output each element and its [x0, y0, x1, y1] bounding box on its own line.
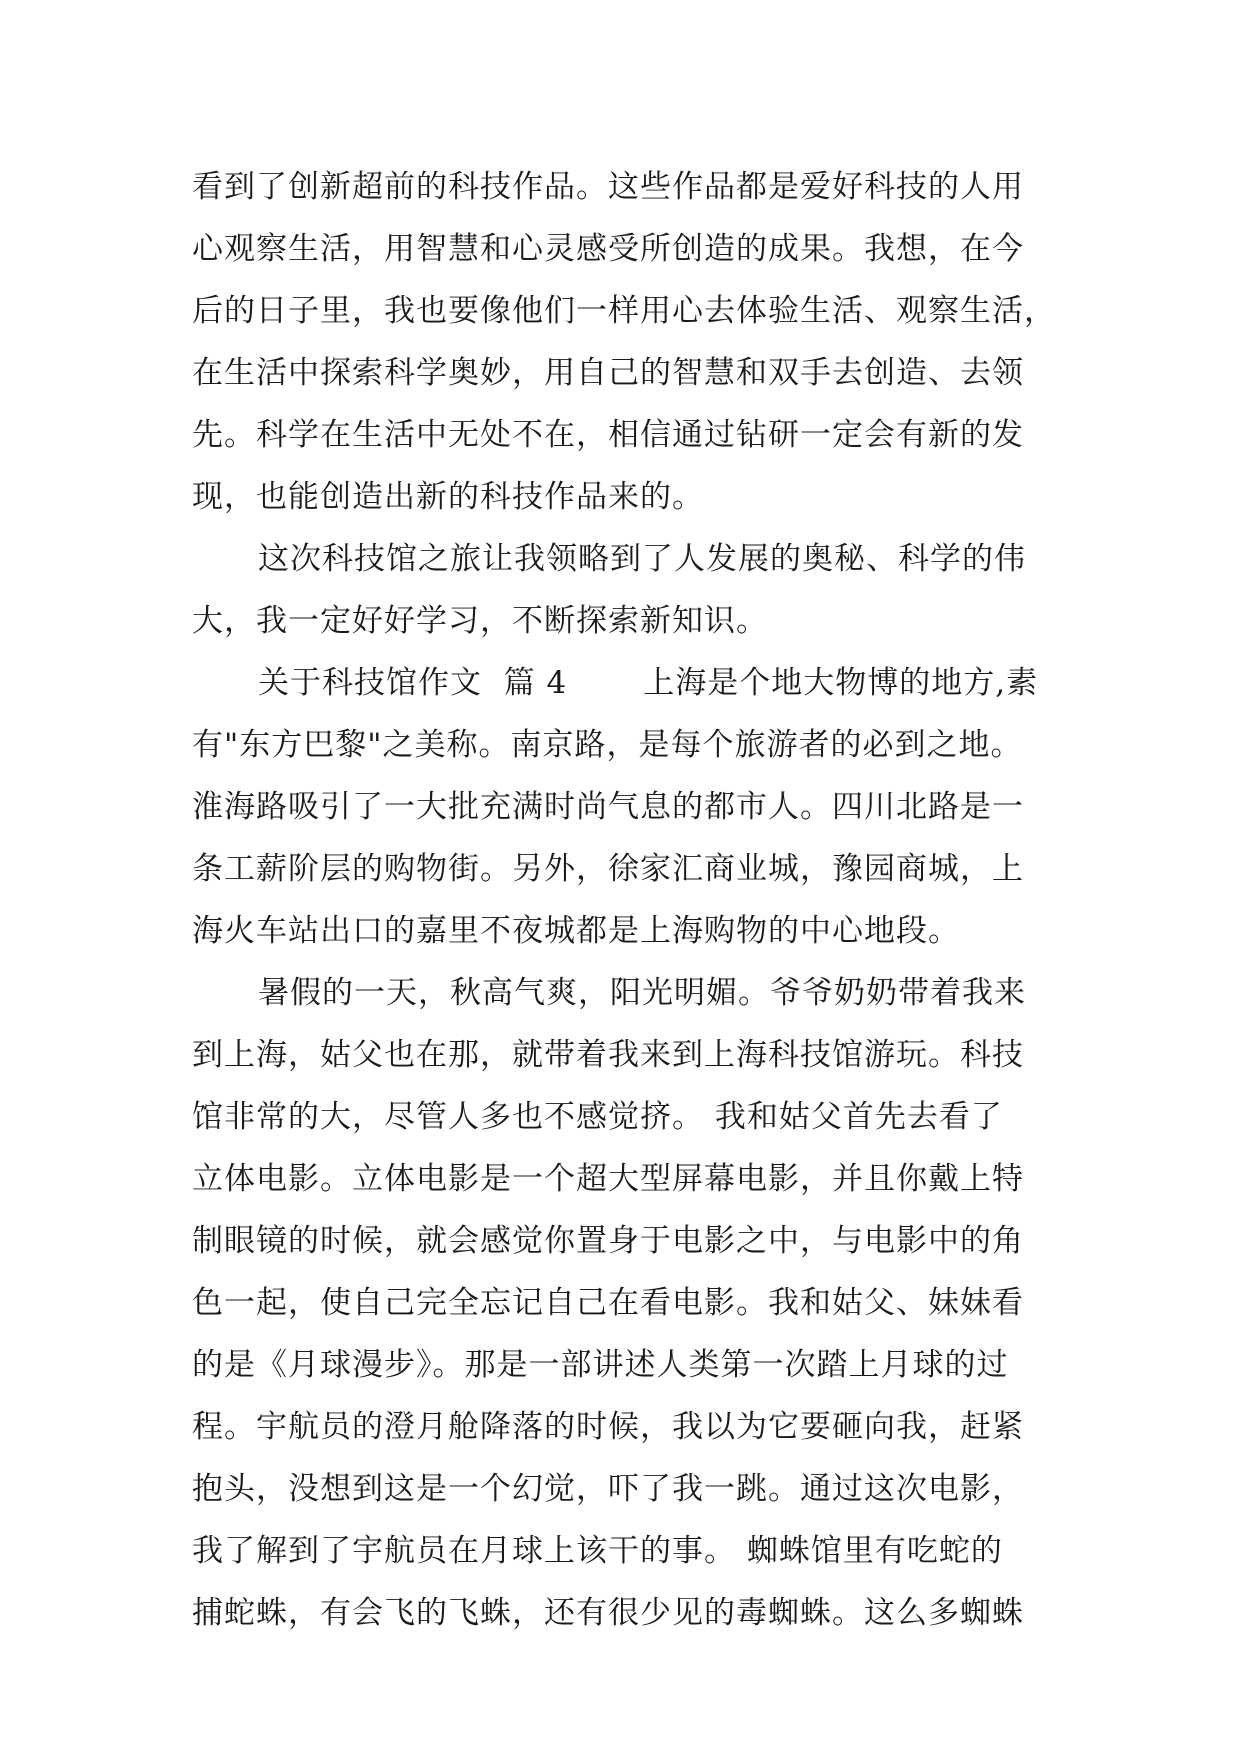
text-line: 在生活中探索科学奥妙，用自己的智慧和双手去创造、去领 [192, 355, 1024, 391]
text-line: 制眼镜的时候，就会感觉你置身于电影之中，与电影中的角 [192, 1223, 1024, 1259]
text-line: 大，我一定好好学习，不断探索新知识。 [192, 603, 768, 639]
text-line: 抱头，没想到这是一个幻觉，吓了我一跳。通过这次电影， [192, 1471, 1024, 1507]
text-line: 海火车站出口的嘉里不夜城都是上海购物的中心地段。 [192, 913, 960, 949]
text-line: 色一起，使自己完全忘记自己在看电影。我和姑父、妹妹看 [192, 1285, 1024, 1321]
text-line: 先。科学在生活中无处不在，相信通过钻研一定会有新的发 [192, 417, 1024, 453]
paragraph-start-line: 这次科技馆之旅让我领略到了人发展的奥秘、科学的伟 [258, 541, 1026, 577]
text-line: 现，也能创造出新的科技作品来的。 [192, 479, 704, 515]
text-line: 的是《月球漫步》。那是一部讲述人类第一次踏上月球的过 [192, 1347, 1009, 1383]
text-line: 心观察生活，用智慧和心灵感受所创造的成果。我想，在今 [192, 231, 1024, 267]
text-line: 有"东方巴黎"之美称。南京路，是每个旅游者的必到之地。 [192, 727, 1023, 763]
text-line: 条工薪阶层的购物街。另外，徐家汇商业城，豫园商城，上 [192, 851, 1024, 887]
section-heading-line: 关于科技馆作文 篇 4 上海是个地大物博的地方,素 [258, 665, 1039, 701]
text-line: 后的日子里，我也要像他们一样用心去体验生活、观察生活， [192, 293, 1056, 329]
text-line: 馆非常的大，尽管人多也不感觉挤。 我和姑父首先去看了 [192, 1099, 1003, 1135]
text-line: 程。宇航员的澄月舱降落的时候，我以为它要砸向我，赶紧 [192, 1409, 1024, 1445]
text-line: 看到了创新超前的科技作品。这些作品都是爱好科技的人用 [192, 169, 1024, 205]
text-line: 捕蛇蛛，有会飞的飞蛛，还有很少见的毒蜘蛛。这么多蜘蛛 [192, 1595, 1024, 1631]
text-line: 立体电影。立体电影是一个超大型屏幕电影，并且你戴上特 [192, 1161, 1024, 1197]
text-line: 到上海，姑父也在那，就带着我来到上海科技馆游玩。科技 [192, 1037, 1024, 1073]
paragraph-start-line: 暑假的一天，秋高气爽，阳光明媚。爷爷奶奶带着我来 [258, 975, 1026, 1011]
text-line: 我了解到了宇航员在月球上该干的事。 蜘蛛馆里有吃蛇的 [192, 1533, 1003, 1569]
document-body [192, 156, 1060, 1644]
text-line: 淮海路吸引了一大批充满时尚气息的都市人。四川北路是一 [192, 789, 1024, 825]
